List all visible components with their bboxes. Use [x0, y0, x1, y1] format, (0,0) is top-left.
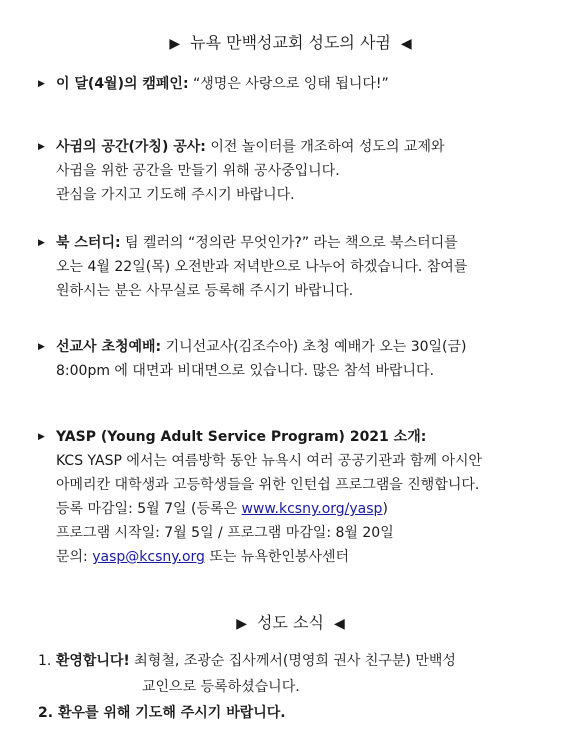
- yasp-line1: KCS YASP 에서는 여름방학 동안 뉴욕시 여러 공공기관과 함께 아시안: [56, 453, 483, 469]
- bullet-icon: ▶: [38, 342, 45, 352]
- yasp-line2: 아메리칸 대학생과 고등학생들을 위한 인턴쉽 프로그램을 진행합니다.: [56, 477, 480, 493]
- yasp-email-link[interactable]: yasp@kcsny.org: [92, 549, 205, 565]
- yasp-registration: 등록 마감일: 5월 7일 (등록은 www.kcsny.org/yasp): [56, 501, 388, 517]
- news-welcome-label: 환영합니다!: [55, 653, 130, 669]
- left-triangle-icon: ◀: [333, 616, 345, 632]
- right-triangle-icon: ▶: [169, 36, 181, 52]
- yasp-registration-link[interactable]: www.kcsny.org/yasp: [241, 501, 383, 517]
- bullet-icon: ▶: [38, 142, 45, 152]
- bullet-icon: ▶: [38, 238, 45, 248]
- campaign-label: 이 달(4월)의 캠페인:: [56, 76, 189, 92]
- mission-line1: 기니선교사(김조수아) 초청 예배가 오는 30일(금): [165, 339, 467, 355]
- left-triangle-icon: ◀: [400, 36, 412, 52]
- mission-item: [38, 335, 568, 383]
- yasp-contact: 문의: yasp@kcsny.org 또는 뉴욕한인봉사센터: [56, 549, 350, 565]
- mission-label: 선교사 초청예배:: [56, 339, 162, 355]
- news-list: [38, 648, 568, 726]
- bullet-icon: ▶: [38, 432, 45, 442]
- book-line3: 원하시는 분은 사무실로 등록해 주시기 바랍니다.: [56, 283, 354, 299]
- section-title: 뉴욕 만백성교회 성도의 사귐: [190, 33, 391, 52]
- bullet-icon: ▶: [38, 79, 45, 89]
- news-item-1: 1. 환영합니다! 최형철, 조광순 집사께서(명영희 권사 친구분) 만백성: [38, 653, 456, 669]
- news-item-1-cont: 교인으로 등록하셨습니다.: [142, 679, 300, 695]
- space-item: [38, 135, 568, 207]
- news-title: 성도 소식: [257, 613, 324, 632]
- mission-line2: 8:00pm 에 대면과 비대면으로 있습니다. 많은 참석 바랍니다.: [56, 363, 435, 379]
- book-study-item: [38, 231, 568, 303]
- space-label: 사귐의 공간(가칭) 공사:: [56, 139, 206, 155]
- book-line1: 팀 켈러의 “정의란 무엇인가?” 라는 책으로 북스터디를: [125, 235, 458, 251]
- space-line1: 이전 놀이터를 개조하여 성도의 교제와: [210, 139, 445, 155]
- section-heading: [0, 30, 581, 53]
- space-line3: 관심을 가지고 기도해 주시기 바랍니다.: [56, 187, 295, 203]
- book-label: 북 스터디:: [56, 235, 121, 251]
- news-item-2: 2. 환우를 위해 기도해 주시기 바랍니다.: [38, 705, 286, 721]
- space-line2: 사귐을 위한 공간을 만들기 위해 공사중입니다.: [56, 163, 340, 179]
- yasp-label: YASP (Young Adult Service Program) 2021 소개:: [56, 429, 427, 445]
- campaign-text: “생명은 사랑으로 잉태 됩니다!”: [193, 76, 389, 92]
- yasp-line4: 프로그램 시작일: 7월 5일 / 프로그램 마감일: 8월 20일: [56, 525, 394, 541]
- right-triangle-icon: ▶: [236, 616, 248, 632]
- news-heading: [0, 610, 581, 633]
- yasp-item: [38, 425, 568, 569]
- campaign-item: [38, 72, 568, 96]
- book-line2: 오는 4월 22일(목) 오전반과 저녁반으로 나누어 하겠습니다. 참여를: [56, 259, 468, 275]
